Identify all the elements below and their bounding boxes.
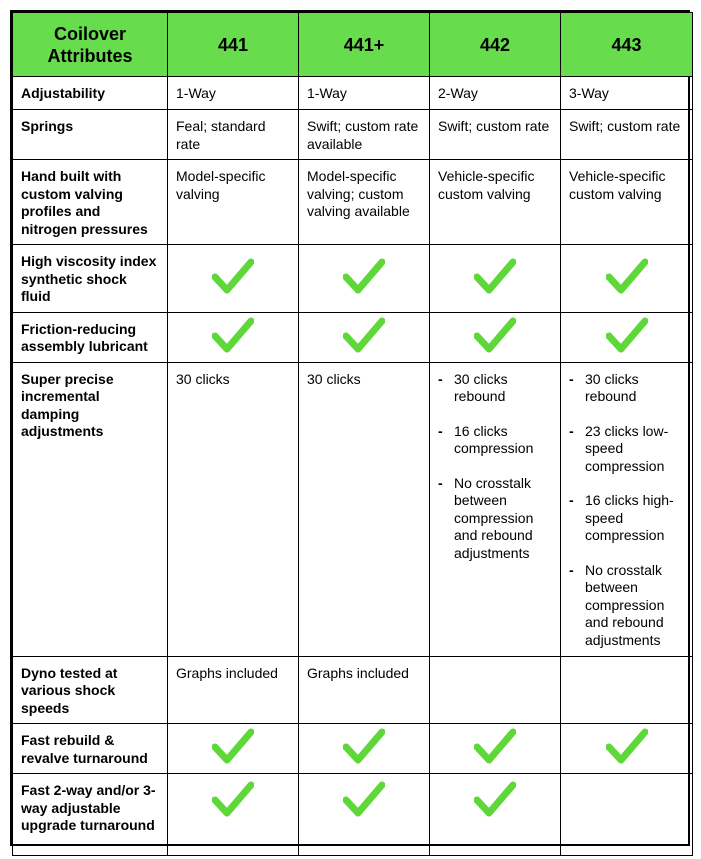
cell-441plus bbox=[299, 312, 430, 362]
cell-443 bbox=[561, 724, 693, 774]
table-row bbox=[13, 110, 693, 160]
checkmark-icon bbox=[343, 316, 385, 354]
checkmark-icon bbox=[474, 257, 516, 295]
cell-441: 1-Way bbox=[168, 77, 299, 110]
row-label-adjustability: Adjustability bbox=[13, 77, 168, 110]
cell-443 bbox=[561, 774, 693, 856]
cell-441 bbox=[168, 245, 299, 313]
cell-443 bbox=[561, 312, 693, 362]
table-row bbox=[13, 160, 693, 245]
cell-442 bbox=[430, 774, 561, 856]
cell-441plus: Graphs included bbox=[299, 656, 430, 724]
cell-443: Vehicle-specific custom valving bbox=[561, 160, 693, 245]
list-item: - 30 clicks rebound bbox=[569, 370, 639, 404]
row-label-upgrade: Fast 2-way and/or 3-way adjustable upgrade turnaround bbox=[13, 774, 168, 856]
row-label-hand-built: Hand built with custom valving profiles and nitrogen pressures bbox=[13, 160, 168, 245]
checkmark-icon bbox=[606, 727, 648, 765]
checkmark-icon bbox=[606, 257, 648, 295]
checkmark-icon bbox=[343, 780, 385, 818]
cell-443 bbox=[561, 656, 693, 724]
cell-441plus: 1-Way bbox=[299, 77, 430, 110]
table-row bbox=[13, 77, 693, 110]
header-model-443: 443 bbox=[561, 13, 693, 77]
cell-442: Swift; custom rate bbox=[430, 110, 561, 160]
checkmark-icon bbox=[474, 780, 516, 818]
cell-441plus bbox=[299, 245, 430, 313]
cell-441 bbox=[168, 774, 299, 856]
cell-441plus: Swift; custom rate available bbox=[299, 110, 430, 160]
list-item: - 23 clicks low-speed compression bbox=[569, 422, 669, 474]
table-row bbox=[13, 312, 693, 362]
row-label-rebuild: Fast rebuild & revalve turnaround bbox=[13, 724, 168, 774]
cell-441: 30 clicks bbox=[168, 362, 299, 656]
checkmark-icon bbox=[606, 316, 648, 354]
row-label-lubricant: Friction-reducing assembly lubricant bbox=[13, 312, 168, 362]
row-label-dyno: Dyno tested at various shock speeds bbox=[13, 656, 168, 724]
cell-442 bbox=[430, 312, 561, 362]
cell-443: Swift; custom rate bbox=[561, 110, 693, 160]
checkmark-icon bbox=[212, 780, 254, 818]
comparison-table bbox=[12, 12, 693, 856]
checkmark-icon bbox=[474, 727, 516, 765]
cell-441plus: 30 clicks bbox=[299, 362, 430, 656]
bullet-list bbox=[569, 371, 686, 650]
header-model-441: 441 bbox=[168, 13, 299, 77]
header-model-441plus: 441+ bbox=[299, 13, 430, 77]
header-row bbox=[13, 13, 693, 77]
table-row bbox=[13, 656, 693, 724]
cell-442: 2-Way bbox=[430, 77, 561, 110]
checkmark-icon bbox=[212, 316, 254, 354]
cell-441plus: Model-specific valving; custom valving available bbox=[299, 160, 430, 245]
list-item: - No crosstalk between compression and rebound adjustments bbox=[438, 474, 534, 561]
row-label-damping: Super precise incremental damping adjustments bbox=[13, 362, 168, 656]
table-row bbox=[13, 362, 693, 656]
cell-442: Vehicle-specific custom valving bbox=[430, 160, 561, 245]
list-item: - 16 clicks high-speed compression bbox=[569, 492, 674, 543]
table-row bbox=[13, 774, 693, 856]
cell-443 bbox=[561, 362, 693, 656]
row-label-springs: Springs bbox=[13, 110, 168, 160]
checkmark-icon bbox=[343, 257, 385, 295]
cell-441 bbox=[168, 724, 299, 774]
checkmark-icon bbox=[212, 257, 254, 295]
empty-cell bbox=[606, 780, 648, 818]
table-row bbox=[13, 245, 693, 313]
checkmark-icon bbox=[343, 727, 385, 765]
cell-443: 3-Way bbox=[561, 77, 693, 110]
cell-442 bbox=[430, 656, 561, 724]
cell-441 bbox=[168, 312, 299, 362]
list-item: - No crosstalk between compression and rebound adjustments bbox=[569, 561, 665, 648]
bullet-list bbox=[438, 371, 554, 563]
list-item: - 16 clicks compression bbox=[438, 422, 534, 456]
cell-443 bbox=[561, 245, 693, 313]
cell-442 bbox=[430, 724, 561, 774]
coilover-comparison-table bbox=[10, 10, 690, 846]
row-label-shock-fluid: High viscosity index synthetic shock fluid bbox=[13, 245, 168, 313]
checkmark-icon bbox=[474, 316, 516, 354]
cell-441plus bbox=[299, 774, 430, 856]
header-attributes: Coilover Attributes bbox=[13, 13, 168, 77]
list-item: - 30 clicks rebound bbox=[438, 370, 508, 404]
cell-441: Feal; standard rate bbox=[168, 110, 299, 160]
cell-442 bbox=[430, 245, 561, 313]
cell-441: Graphs included bbox=[168, 656, 299, 724]
cell-442 bbox=[430, 362, 561, 656]
cell-441: Model-specific valving bbox=[168, 160, 299, 245]
cell-441plus bbox=[299, 724, 430, 774]
table-row bbox=[13, 724, 693, 774]
checkmark-icon bbox=[212, 727, 254, 765]
header-model-442: 442 bbox=[430, 13, 561, 77]
